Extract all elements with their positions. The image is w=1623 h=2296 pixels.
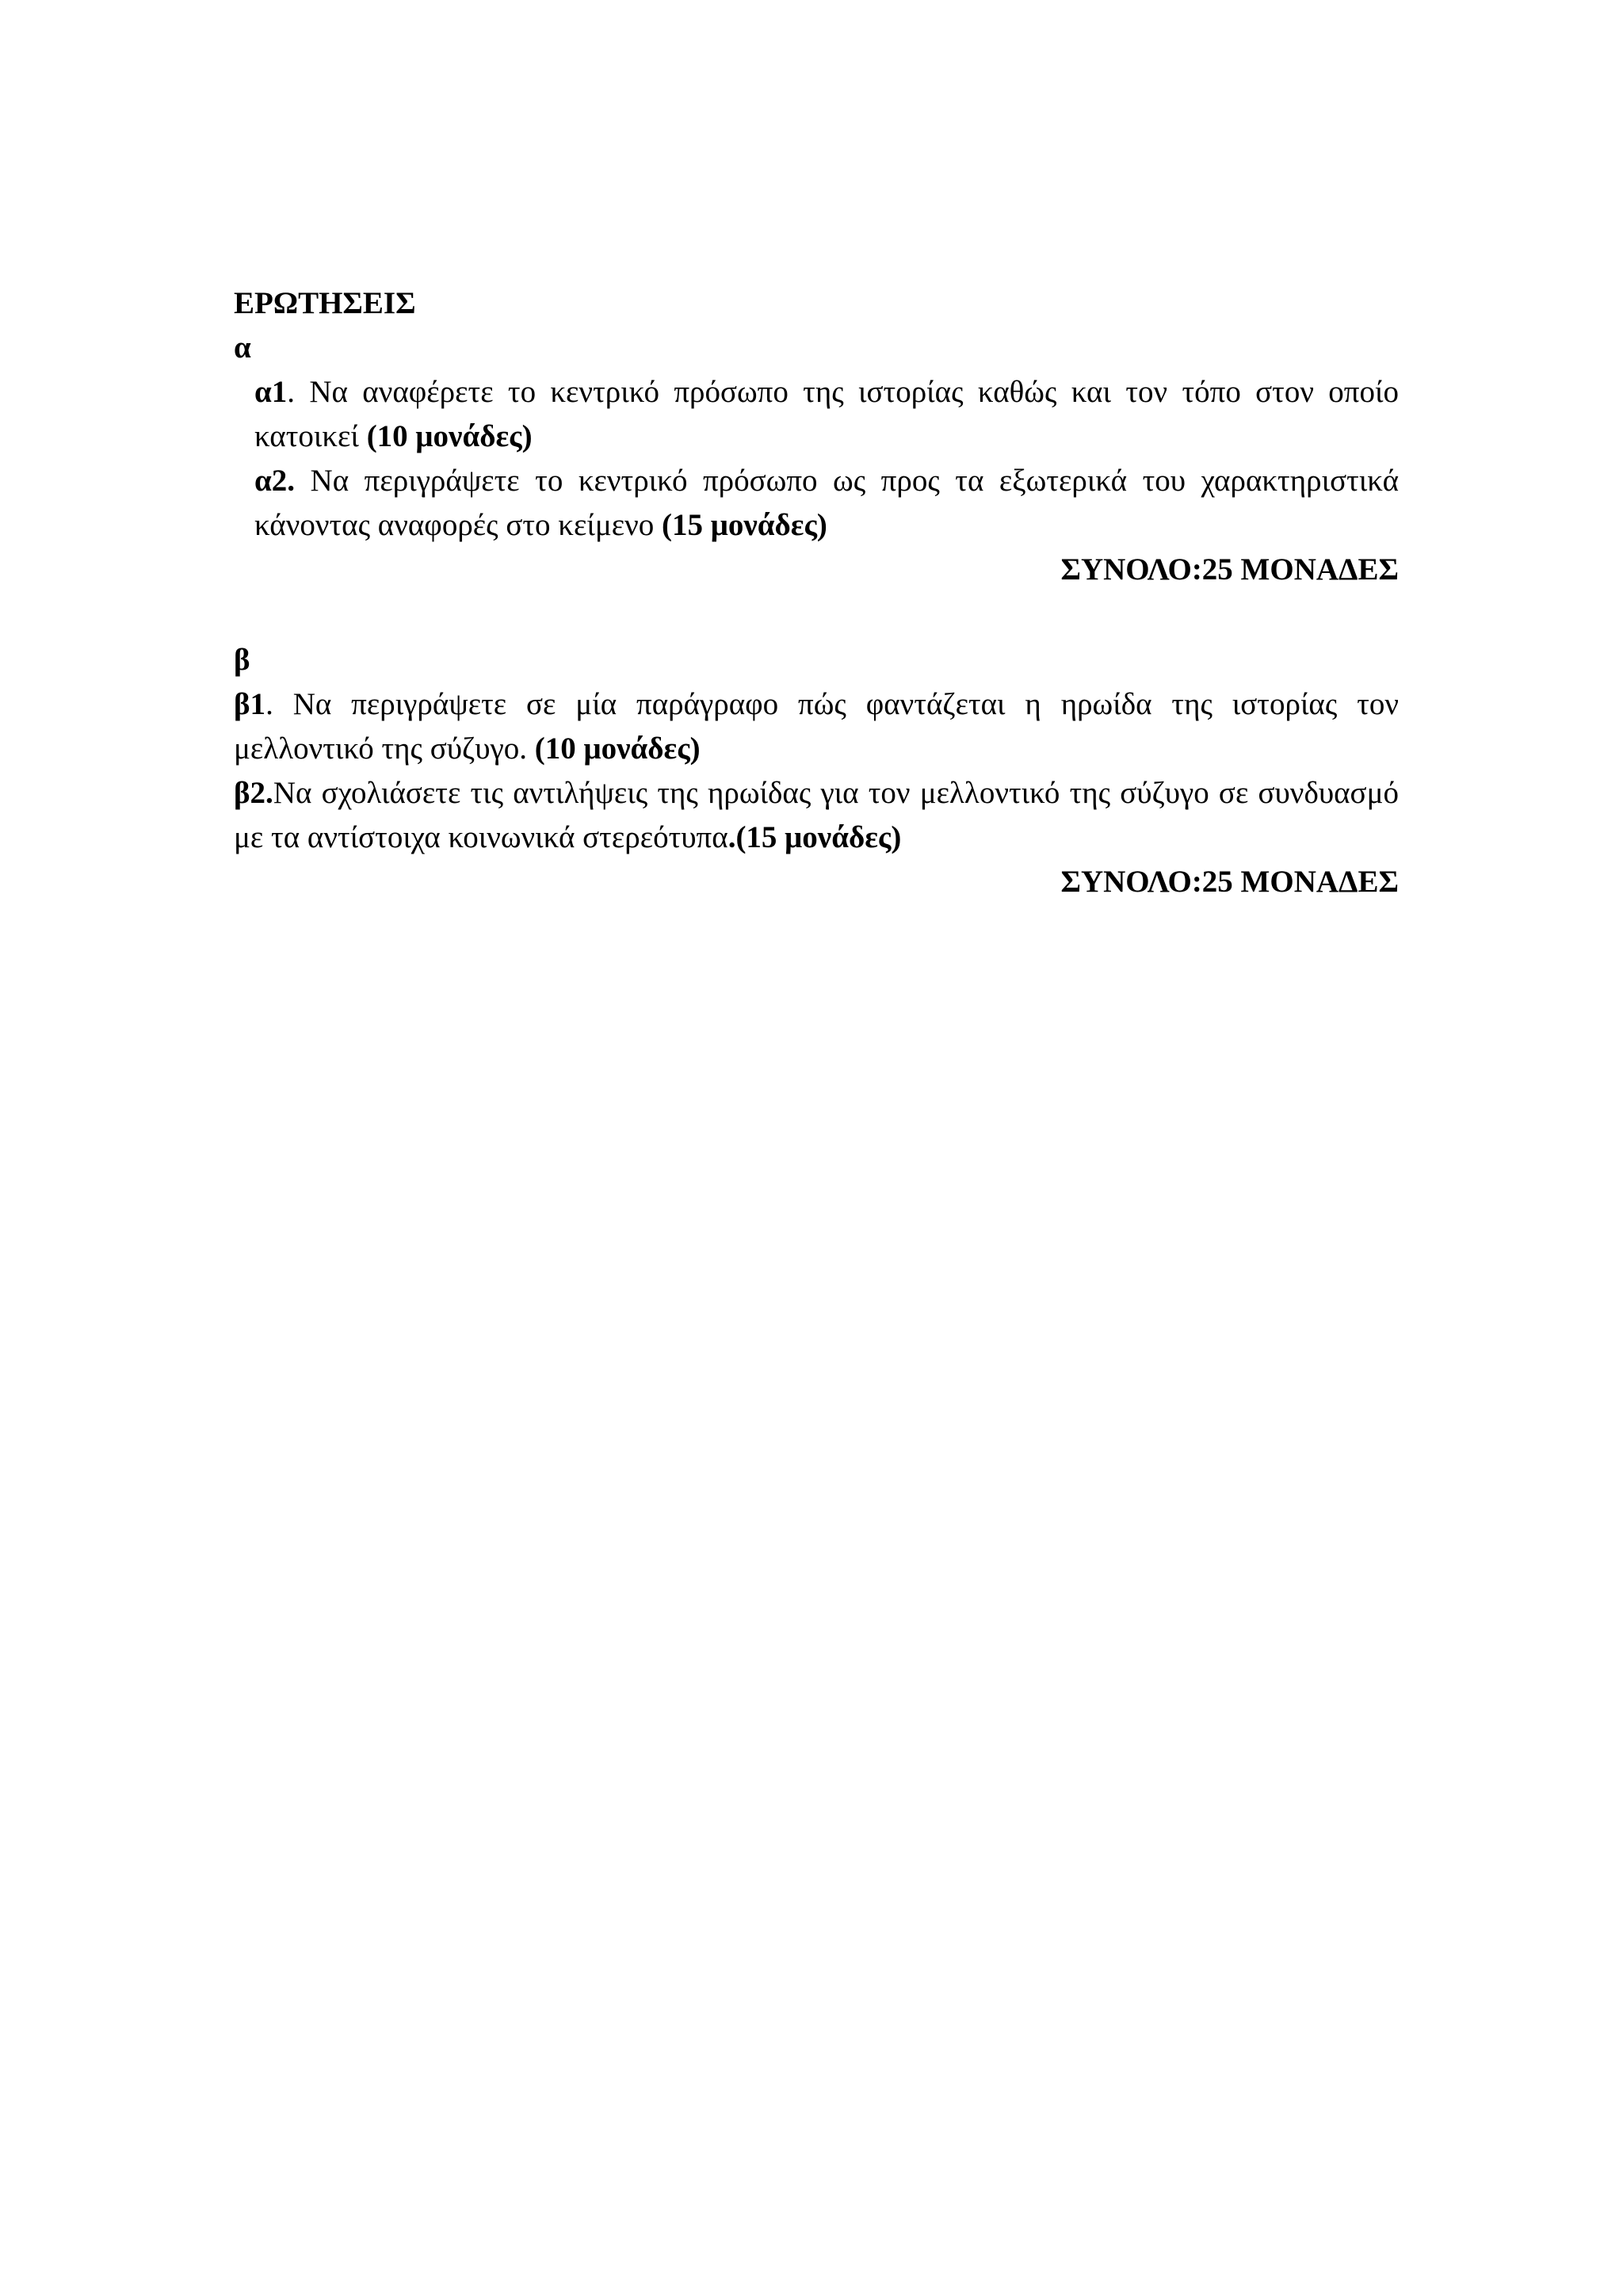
question-a1-label: α1: [254, 375, 288, 409]
question-a1: [234, 370, 1399, 459]
question-b1: [234, 682, 1399, 771]
document-page: [234, 281, 1399, 904]
section-spacer: [234, 592, 1399, 638]
question-a2-text: Να περιγράψετε το κεντρικό πρόσωπο ως προς τα εξωτερικά του χαρακτηριστικά κάνοντας αναφορές στο κείμενο: [254, 464, 1399, 542]
question-b1-points: (10 μονάδες): [534, 732, 701, 766]
question-a2: [234, 459, 1399, 548]
question-a1-text: . Να αναφέρετε το κεντρικό πρόσωπο της ιστορίας καθώς και τον τόπο στον οποίο κατοικεί: [254, 375, 1399, 453]
question-a1-points: (10 μονάδες): [366, 419, 533, 453]
question-a2-label: α2.: [254, 464, 296, 498]
question-b1-text: . Να περιγράψετε σε μία παράγραφο πώς φαντάζεται η ηρωίδα της ιστορίας τον μελλοντικό της σύζυγο.: [234, 687, 1399, 766]
question-b2: [234, 771, 1399, 860]
question-b2-text: Να σχολιάσετε τις αντιλήψεις της ηρωίδας για τον μελλοντικό της σύζυγο σε συνδυασμό με τα αντίστοιχα κοινωνικά στερεότυπα: [234, 776, 1399, 854]
question-b2-label: β2.: [234, 776, 273, 810]
question-b1-label: β1: [234, 687, 266, 721]
question-b2-points: .(15 μονάδες): [727, 820, 902, 854]
question-a2-points: (15 μονάδες): [662, 508, 827, 542]
page-heading: ΕΡΩΤΗΣΕΙΣ: [234, 286, 416, 320]
section-a-letter: α: [234, 330, 251, 365]
section-b-letter: β: [234, 643, 250, 677]
section-b-total: ΣΥΝΟΛΟ:25 ΜΟΝΑΔΕΣ: [1060, 865, 1399, 899]
section-a-total: ΣΥΝΟΛΟ:25 ΜΟΝΑΔΕΣ: [1060, 552, 1399, 586]
